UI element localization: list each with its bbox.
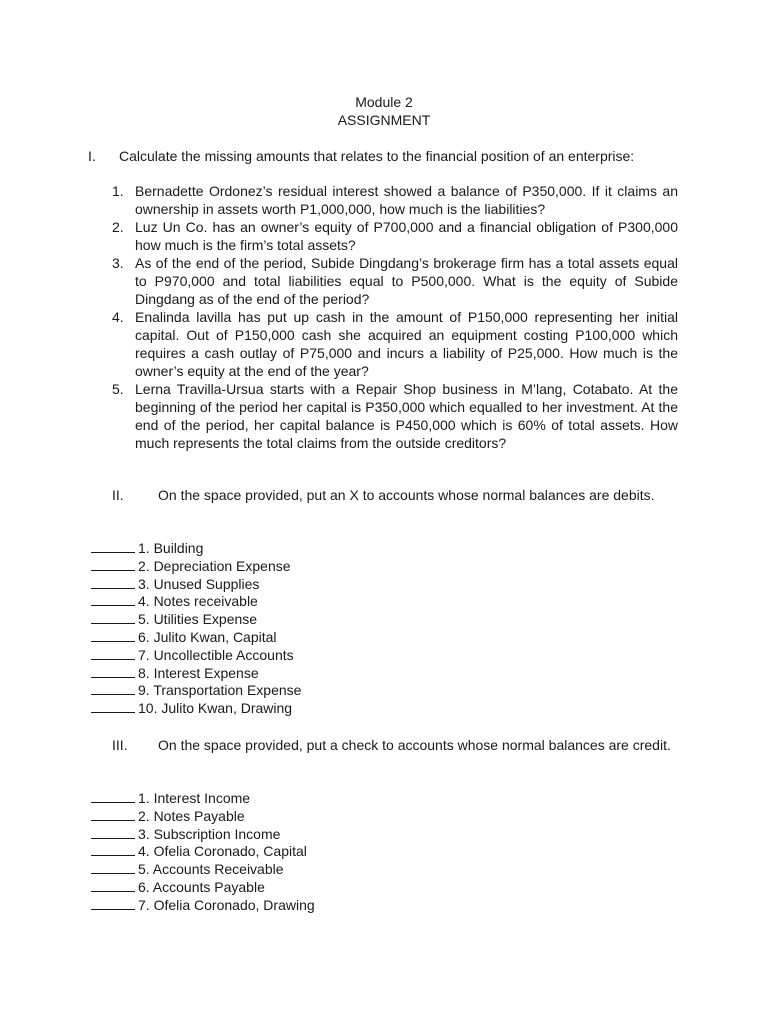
- account-label: 4. Ofelia Coronado, Capital: [138, 843, 307, 860]
- question-number: 2.: [112, 219, 124, 235]
- answer-blank[interactable]: [91, 842, 135, 856]
- title-block: [0, 93, 768, 129]
- list-item: [91, 628, 491, 646]
- question-number: 5.: [112, 381, 124, 397]
- question-text: Bernadette Ordonez’s residual interest showed a balance of P350,000. If it claims an ownership in assets worth P1,000,000, how much is the liabilities?: [135, 183, 678, 217]
- account-label: 7. Uncollectible Accounts: [138, 646, 294, 663]
- account-label: 7. Ofelia Coronado, Drawing: [138, 896, 315, 913]
- list-item: [91, 557, 491, 575]
- question-item: [112, 218, 678, 254]
- answer-blank[interactable]: [91, 539, 135, 553]
- account-label: 3. Unused Supplies: [138, 575, 260, 592]
- answer-blank[interactable]: [91, 575, 135, 589]
- answer-blank[interactable]: [91, 896, 135, 910]
- list-item: [91, 807, 491, 825]
- answer-blank[interactable]: [91, 628, 135, 642]
- list-item: [91, 646, 491, 664]
- question-item: [112, 308, 678, 380]
- answer-blank[interactable]: [91, 646, 135, 660]
- question-text: As of the end of the period, Subide Dingdang’s brokerage firm has a total assets equal to P970,000 and total liabilities equal to P500,000. What is the equity of Subide Dingdang as of the end of the period?: [135, 255, 678, 307]
- debit-account-list: [91, 539, 491, 717]
- question-item: [112, 254, 678, 308]
- question-number: 3.: [112, 255, 124, 271]
- list-item: [91, 699, 491, 717]
- answer-blank[interactable]: [91, 860, 135, 874]
- list-item: [91, 825, 491, 843]
- question-text: Enalinda lavilla has put up cash in the amount of P150,000 representing her initial capital. Out of P150,000 cash she acquired an equipment costing P100,000 which requires a cash outlay of P75,000 and incurs a liability of P25,000. How much is the owner’s equity at the end of the year?: [135, 309, 678, 379]
- account-label: 2. Notes Payable: [138, 807, 245, 824]
- question-item: [112, 182, 678, 218]
- question-number: 4.: [112, 309, 124, 325]
- list-item: [91, 610, 491, 628]
- account-label: 1. Building: [138, 540, 204, 556]
- question-text: Lerna Travilla-Ursua starts with a Repair Shop business in M’lang, Cotabato. At the beginning of the period her capital is P350,000 which equalled to her investment. At the end of the period, her capital balance is P450,000 which is 60% of total assets. How much represents the total claims from the outside creditors?: [135, 381, 678, 451]
- section-2-numeral: II.: [112, 487, 124, 503]
- account-label: 8. Interest Expense: [138, 664, 259, 681]
- section-1-heading: [88, 147, 688, 165]
- answer-blank[interactable]: [91, 610, 135, 624]
- section-3-instructions: On the space provided, put a check to accounts whose normal balances are credit.: [158, 737, 671, 753]
- list-item: [91, 592, 491, 610]
- account-label: 6. Accounts Payable: [138, 878, 265, 895]
- list-item: [91, 860, 491, 878]
- question-number: 1.: [112, 183, 124, 199]
- answer-blank[interactable]: [91, 825, 135, 839]
- account-label: 3. Subscription Income: [138, 825, 281, 842]
- answer-blank[interactable]: [91, 807, 135, 821]
- list-item: [91, 896, 491, 914]
- module-label: Module 2: [355, 94, 413, 110]
- section-3-heading: [112, 736, 678, 754]
- section-2-instructions: On the space provided, put an X to accounts whose normal balances are debits.: [158, 487, 655, 503]
- list-item: [91, 789, 491, 807]
- list-item: [91, 842, 491, 860]
- answer-blank[interactable]: [91, 664, 135, 678]
- list-item: [91, 664, 491, 682]
- credit-account-list: [91, 789, 491, 914]
- account-label: 9. Transportation Expense: [138, 682, 302, 699]
- question-item: [112, 380, 678, 452]
- section-3-numeral: III.: [112, 737, 128, 753]
- answer-blank[interactable]: [91, 789, 135, 803]
- account-label: 2. Depreciation Expense: [138, 557, 291, 574]
- answer-blank[interactable]: [91, 878, 135, 892]
- list-item: [91, 539, 491, 557]
- section-2-heading: [112, 486, 678, 504]
- assignment-title: ASSIGNMENT: [337, 112, 431, 128]
- list-item: [91, 575, 491, 593]
- section-1-numeral: I.: [88, 148, 96, 164]
- question-list: [112, 182, 678, 452]
- account-label: 4. Notes receivable: [138, 593, 258, 610]
- answer-blank[interactable]: [91, 699, 135, 713]
- list-item: [91, 681, 491, 699]
- answer-blank[interactable]: [91, 681, 135, 695]
- list-item: [91, 878, 491, 896]
- answer-blank[interactable]: [91, 592, 135, 606]
- account-label: 5. Accounts Receivable: [138, 861, 284, 878]
- section-1-instructions: Calculate the missing amounts that relates to the financial position of an enterprise:: [119, 148, 635, 164]
- account-label: 5. Utilities Expense: [138, 611, 258, 628]
- account-label: 1. Interest Income: [138, 790, 251, 806]
- answer-blank[interactable]: [91, 557, 135, 571]
- account-label: 10. Julito Kwan, Drawing: [138, 700, 293, 717]
- account-label: 6. Julito Kwan, Capital: [138, 628, 277, 645]
- question-text: Luz Un Co. has an owner’s equity of P700,000 and a financial obligation of P300,000 how much is the firm’s total assets?: [135, 219, 678, 253]
